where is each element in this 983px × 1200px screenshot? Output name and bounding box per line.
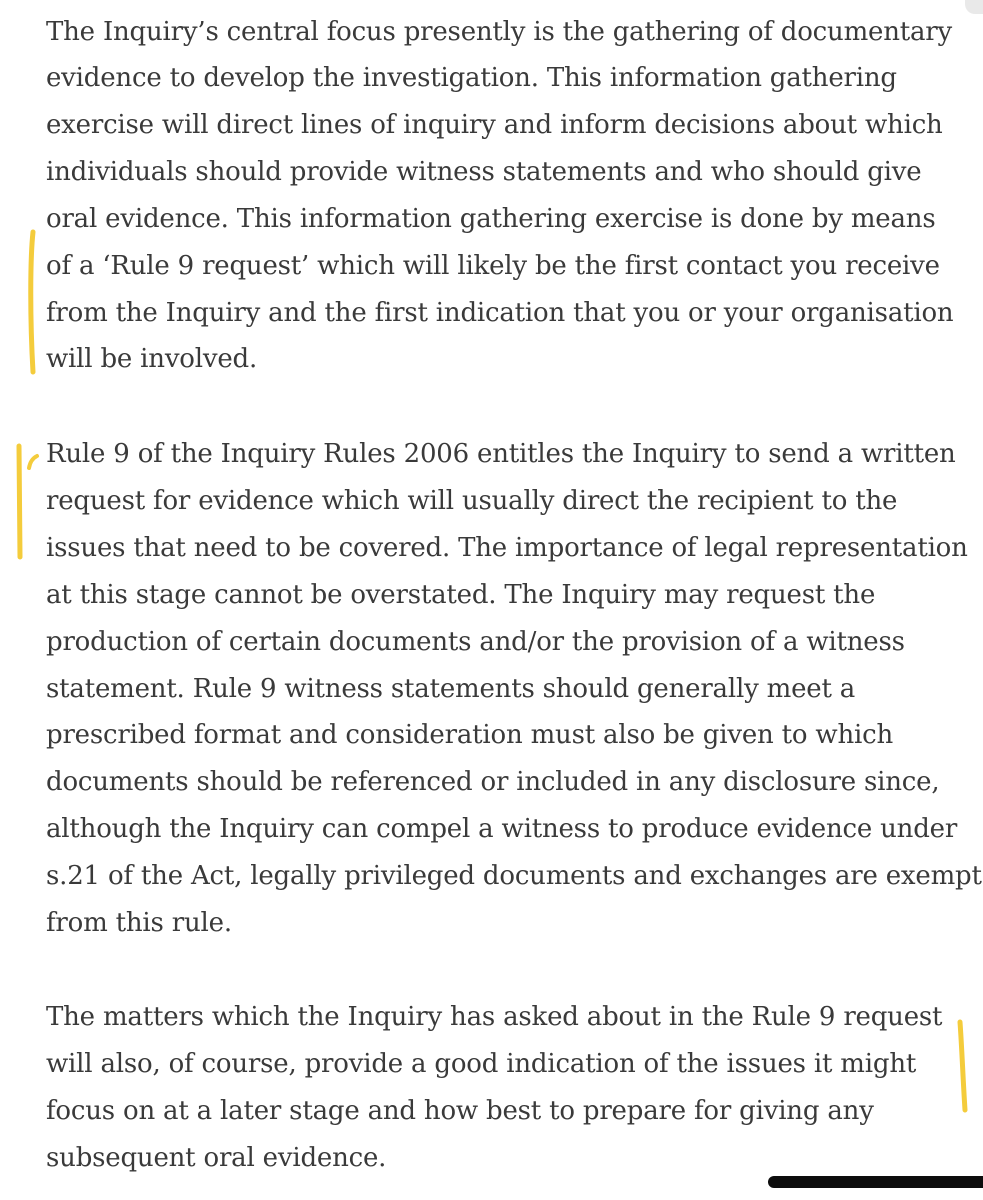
text-line: documents should be referenced or included in any disclosure since,: [46, 767, 940, 797]
text-line: The Inquiry’s central focus presently is the gathering of documentary: [46, 17, 953, 47]
text-line: focus on at a later stage and how best to prepare for giving any: [46, 1096, 874, 1126]
text-line: production of certain documents and/or the provision of a witness: [46, 627, 905, 657]
text-line: will also, of course, provide a good indication of the issues it might: [46, 1049, 917, 1079]
highlight-mark: [31, 232, 33, 372]
text-line: individuals should provide witness statements and who should give: [46, 157, 922, 187]
text-line: although the Inquiry can compel a witness to produce evidence under: [46, 814, 958, 844]
text-line: of a ‘Rule 9 request’ which will likely be the first contact you receive: [46, 251, 940, 281]
text-line: Rule 9 of the Inquiry Rules 2006 entitles the Inquiry to send a written: [46, 439, 956, 469]
text-line: evidence to develop the investigation. This information gathering: [46, 63, 897, 93]
highlight-mark: [960, 1022, 965, 1110]
text-line: prescribed format and consideration must also be given to which: [46, 720, 894, 750]
text-line: will be involved.: [46, 344, 258, 374]
text-line: The matters which the Inquiry has asked about in the Rule 9 request: [46, 1002, 943, 1032]
text-line: from the Inquiry and the first indication that you or your organisation: [46, 298, 954, 328]
screen-corner-decoration: [965, 0, 983, 14]
text-line: subsequent oral evidence.: [46, 1143, 387, 1173]
highlight-mark: [29, 456, 37, 468]
text-line: from this rule.: [46, 908, 232, 938]
text-line: s.21 of the Act, legally privileged documents and exchanges are exempt: [46, 861, 982, 891]
text-line: exercise will direct lines of inquiry and inform decisions about which: [46, 110, 943, 140]
text-line: oral evidence. This information gathering exercise is done by means: [46, 204, 936, 234]
text-line: issues that need to be covered. The importance of legal representation: [46, 533, 968, 563]
home-indicator[interactable]: [768, 1176, 983, 1188]
text-line: request for evidence which will usually direct the recipient to the: [46, 486, 898, 516]
highlight-mark: [19, 446, 20, 557]
text-line: at this stage cannot be overstated. The Inquiry may request the: [46, 580, 876, 610]
text-line: statement. Rule 9 witness statements should generally meet a: [46, 674, 856, 704]
